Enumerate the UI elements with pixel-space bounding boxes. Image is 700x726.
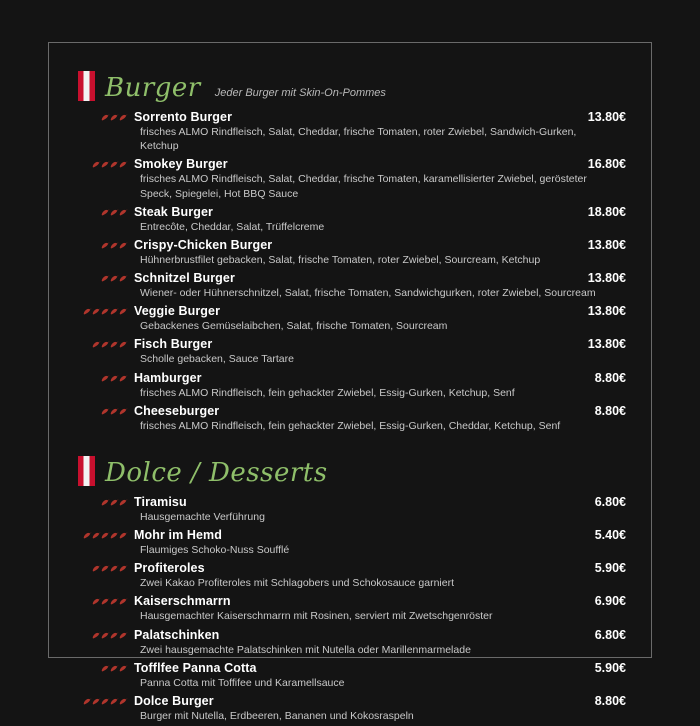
spice-rating: [78, 403, 134, 419]
menu-item-price: 13.80€: [587, 337, 626, 352]
menu-item-price: 5.90€: [594, 660, 626, 675]
chili-icon: [92, 697, 101, 706]
menu-item-description: Zwei hausgemachte Palatschinken mit Nutella oder Marillenmarmelade: [140, 643, 471, 656]
chili-icon: [110, 597, 119, 606]
menu-item-name: Schnitzel Burger: [134, 271, 235, 286]
section-title: Burger: [105, 73, 201, 103]
menu-item-description: Zwei Kakao Profiteroles mit Schlagobers und Schokosauce garniert: [140, 577, 454, 590]
menu-item-name: Crispy-Chicken Burger: [134, 237, 273, 252]
chili-icon: [101, 531, 110, 540]
menu-item-description: Hausgemachter Kaiserschmarrn mit Rosinen, serviert mit Zwetschgenröster: [140, 610, 493, 623]
chili-icon: [119, 407, 128, 416]
chili-icon: [119, 597, 128, 606]
menu-items-burger: [78, 109, 626, 433]
menu-item-name: Hamburger: [134, 370, 202, 385]
menu-item-name: Kaiserschmarrn: [134, 594, 231, 609]
chili-icon: [101, 208, 110, 217]
chili-icon: [119, 208, 128, 217]
menu-item-head: [78, 109, 626, 125]
chili-icon: [110, 664, 119, 673]
chili-icon: [83, 697, 92, 706]
menu-item-name: Sorrento Burger: [134, 110, 233, 124]
menu-item-name: Fisch Burger: [134, 337, 213, 352]
spice-rating: [78, 237, 134, 253]
chili-icon: [101, 307, 110, 316]
menu-item-price: 5.90€: [594, 561, 626, 576]
chili-icon: [110, 274, 119, 283]
menu-item-price: 8.80€: [594, 370, 626, 385]
chili-icon: [101, 160, 110, 169]
chili-icon: [110, 531, 119, 540]
chili-icon: [110, 208, 119, 217]
menu-item-description: Hühnerbrustfilet gebacken, Salat, frische Tomaten, roter Zwiebel, Sourcream, Ketchup: [140, 253, 541, 266]
menu-item-name: Veggie Burger: [134, 304, 221, 319]
menu-item-description: Gebackenes Gemüselaibchen, Salat, frische Tomaten, Sourcream: [140, 320, 448, 333]
menu-item-price: 13.80€: [587, 304, 626, 319]
menu-item-price: 6.90€: [594, 594, 626, 609]
menu-item[interactable]: [78, 627, 626, 657]
menu-item[interactable]: [78, 270, 626, 300]
menu-item-head: [78, 627, 626, 643]
menu-item-head: [78, 370, 626, 386]
chili-icon: [119, 697, 128, 706]
chili-icon: [110, 160, 119, 169]
menu-item-price: 13.80€: [587, 110, 626, 124]
menu-item-price: 8.80€: [594, 693, 626, 708]
chili-icon: [110, 241, 119, 250]
chili-icon: [92, 307, 101, 316]
chili-icon: [101, 498, 110, 507]
menu-item-name: Cheeseburger: [134, 403, 220, 418]
chili-icon: [101, 664, 110, 673]
spice-rating: [78, 303, 134, 319]
chili-icon: [101, 697, 110, 706]
spice-rating: [78, 627, 134, 643]
menu-item-description: frisches ALMO Rindfleisch, Salat, Cheddar, frische Tomaten, roter Zwiebel, Sandwich-Gurken, Ketchup: [140, 126, 577, 153]
spice-rating: [78, 156, 134, 172]
section-header-dolce: [78, 451, 626, 488]
chili-icon: [92, 564, 101, 573]
menu-item-description: Panna Cotta mit Toffifee und Karamellsauce: [140, 676, 345, 689]
chili-icon: [119, 340, 128, 349]
menu-item-head: [78, 303, 626, 319]
spice-rating: [78, 660, 134, 676]
menu-item-description: Flaumiges Schoko-Nuss Soufflé: [140, 544, 290, 557]
chili-icon: [101, 631, 110, 640]
menu-item[interactable]: [78, 494, 626, 524]
spice-rating: [78, 204, 134, 220]
chili-icon: [119, 564, 128, 573]
chili-icon: [101, 113, 110, 122]
spice-rating: [78, 560, 134, 576]
spice-rating: [78, 370, 134, 386]
menu-item[interactable]: [78, 109, 626, 153]
chili-icon: [119, 307, 128, 316]
menu-section-burger: [78, 66, 626, 433]
menu-item-name: Profiteroles: [134, 561, 205, 576]
chili-icon: [119, 241, 128, 250]
spice-rating: [78, 494, 134, 510]
menu-item-name: Palatschinken: [134, 627, 220, 642]
spice-rating: [78, 593, 134, 609]
menu-item-head: [78, 560, 626, 576]
menu-items-dolce: [78, 494, 626, 723]
chili-icon: [101, 564, 110, 573]
menu-item-name: Steak Burger: [134, 204, 214, 219]
chili-icon: [101, 407, 110, 416]
menu-item[interactable]: [78, 560, 626, 590]
chili-icon: [110, 340, 119, 349]
chili-icon: [101, 274, 110, 283]
menu-item-head: [78, 156, 626, 172]
chili-icon: [92, 631, 101, 640]
menu-item-description: frisches ALMO Rindfleisch, fein gehackter Zwiebel, Essig-Gurken, Cheddar, Ketchup, Senf: [140, 419, 561, 432]
menu-item[interactable]: [78, 660, 626, 690]
menu-content: [78, 66, 626, 726]
menu-item[interactable]: [78, 156, 626, 200]
chili-icon: [101, 597, 110, 606]
menu-item-head: [78, 660, 626, 676]
chili-icon: [101, 340, 110, 349]
menu-item-head: [78, 237, 626, 253]
menu-item-head: [78, 494, 626, 510]
menu-item-description: Burger mit Nutella, Erdbeeren, Bananen und Kokosraspeln: [140, 709, 414, 722]
chili-icon: [110, 631, 119, 640]
menu-item-head: [78, 403, 626, 419]
spice-rating: [78, 270, 134, 286]
menu-item-name: Dolce Burger: [134, 693, 214, 708]
menu-item-head: [78, 336, 626, 352]
chili-icon: [119, 274, 128, 283]
chili-icon: [92, 340, 101, 349]
menu-item-head: [78, 593, 626, 609]
menu-item-price: 13.80€: [587, 271, 626, 286]
menu-item[interactable]: [78, 693, 626, 723]
menu-item-head: [78, 270, 626, 286]
menu-item[interactable]: [78, 336, 626, 366]
spice-rating: [78, 693, 134, 709]
chili-icon: [83, 307, 92, 316]
menu-item-price: 16.80€: [587, 157, 626, 172]
menu-item-description: Entrecôte, Cheddar, Salat, Trüffelcreme: [140, 220, 325, 233]
spice-rating: [78, 109, 134, 125]
menu-item[interactable]: [78, 403, 626, 433]
chili-icon: [92, 531, 101, 540]
chili-icon: [101, 374, 110, 383]
menu-item[interactable]: [78, 593, 626, 623]
menu-item-name: Mohr im Hemd: [134, 528, 223, 543]
chili-icon: [110, 307, 119, 316]
section-header-burger: [78, 66, 626, 103]
menu-item-description: Scholle gebacken, Sauce Tartare: [140, 353, 294, 366]
menu-item-price: 6.80€: [594, 494, 626, 509]
chili-icon: [83, 531, 92, 540]
spice-rating: [78, 336, 134, 352]
menu-item[interactable]: [78, 527, 626, 557]
menu-item-price: 5.40€: [594, 528, 626, 543]
menu-section-dolce: [78, 451, 626, 723]
menu-item-name: Tofflfee Panna Cotta: [134, 660, 257, 675]
italian-flag-icon: [78, 456, 95, 486]
menu-item-name: Smokey Burger: [134, 157, 228, 172]
spice-rating: [78, 527, 134, 543]
chili-icon: [119, 631, 128, 640]
chili-icon: [110, 374, 119, 383]
menu-item[interactable]: [78, 237, 626, 267]
chili-icon: [119, 498, 128, 507]
chili-icon: [119, 374, 128, 383]
chili-icon: [110, 697, 119, 706]
menu-item-head: [78, 693, 626, 709]
menu-item-description: frisches ALMO Rindfleisch, Salat, Cheddar, frische Tomaten, karamellisierter Zwiebel, gerösteter Speck, Spiegelei, Hot BBQ Sauce: [140, 173, 587, 200]
menu-item-head: [78, 527, 626, 543]
chili-icon: [110, 498, 119, 507]
chili-icon: [119, 113, 128, 122]
chili-icon: [110, 564, 119, 573]
menu-item-head: [78, 204, 626, 220]
menu-item-price: 18.80€: [587, 204, 626, 219]
chili-icon: [110, 407, 119, 416]
chili-icon: [119, 160, 128, 169]
section-title: Dolce / Desserts: [105, 457, 328, 488]
chili-icon: [101, 241, 110, 250]
menu-item[interactable]: [78, 204, 626, 234]
chili-icon: [92, 597, 101, 606]
section-note: Jeder Burger mit Skin-On-Pommes: [214, 87, 386, 99]
menu-item-description: Hausgemachte Verführung: [140, 510, 265, 523]
menu-item[interactable]: [78, 303, 626, 333]
menu-item-description: frisches ALMO Rindfleisch, fein gehackter Zwiebel, Essig-Gurken, Ketchup, Senf: [140, 386, 515, 399]
chili-icon: [110, 113, 119, 122]
menu-item-description: Wiener- oder Hühnerschnitzel, Salat, frische Tomaten, Sandwichgurken, roter Zwiebel, Sourcream: [140, 287, 596, 300]
chili-icon: [92, 160, 101, 169]
menu-item-name: Tiramisu: [134, 494, 187, 509]
menu-item-price: 13.80€: [587, 237, 626, 252]
menu-item-price: 6.80€: [594, 627, 626, 642]
chili-icon: [119, 664, 128, 673]
menu-item-price: 8.80€: [594, 403, 626, 418]
menu-item[interactable]: [78, 370, 626, 400]
italian-flag-icon: [78, 71, 95, 101]
chili-icon: [119, 531, 128, 540]
